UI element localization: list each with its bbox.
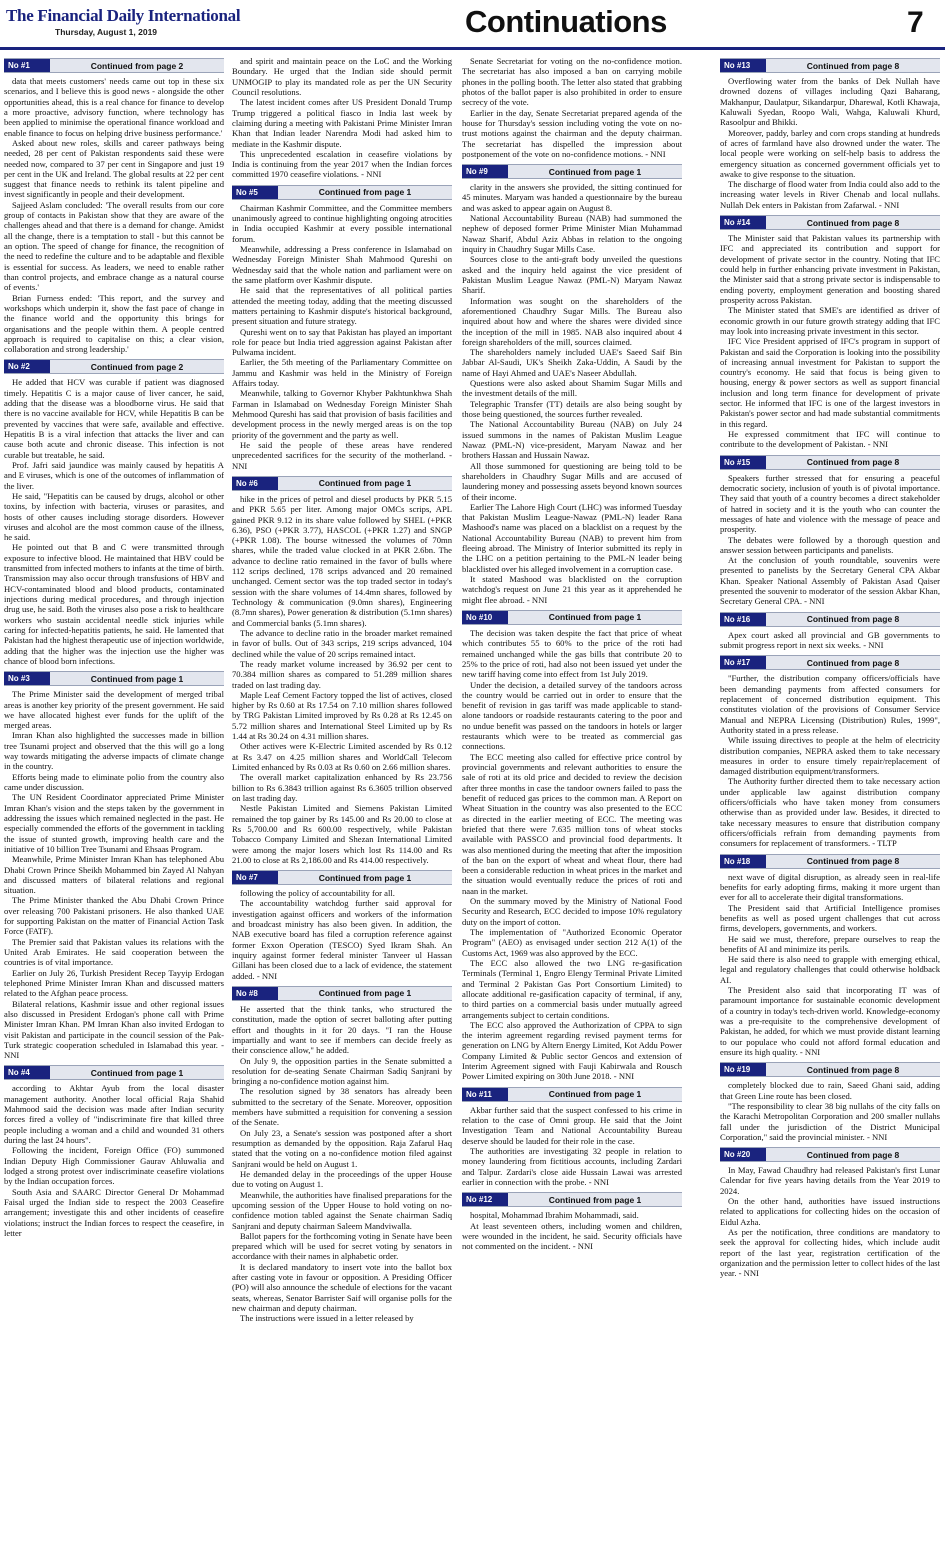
paragraph: The National Accountability Bureau (NAB) on July 24 issued summons in the names of Pakistan Muslim League Nawaz (PML-N) vice-president, Maryam Nawaz and her brothers Hassan and Hussain Nawaz. (462, 419, 682, 461)
paragraph: next wave of digital disruption, as already seen in real-life benefits for early adopting firms, making it more urgent than ever for all to accelerate their digital transformations. (720, 871, 940, 903)
paragraph: On the other hand, authorities have issued instructions related to applications for collecting hides on the occasion of Eidul Azha. (720, 1196, 940, 1227)
paragraph: Senate Secretariat for voting on the no-confidence motion. The secretariat has also imposed a ban on carrying mobile phones in the polling booth. The letter also stated that grabbing photos of the ballot paper is also prohibited in order to ensure secrecy of the vote. (462, 56, 682, 108)
paragraph: The Premier said that Pakistan values its relations with the United Arab Emirates. He said cooperation between the countries is of vital importance. (4, 936, 224, 968)
paragraph: Questions were also asked about Shamim Sugar Mills and the investment details of the mill. (462, 378, 682, 399)
article-header (720, 1147, 940, 1162)
paragraph: Sajjeed Aslam concluded: 'The overall results from our core group of contacts in Pakistan show that they are aware of the challenges ahead and that there is a demand for change. Amidst all the change, there is a temptation to stall - but this cannot be an option. The speed of change for finance, the recognition of the need to redefine the culture and to be adaptable and flexible is essential for success. As leaders, we need to enable rather than control projects, and embrace change as a natural course of events.' (4, 199, 224, 293)
article-number: No #9 (462, 165, 508, 178)
paragraph: The Authority further directed them to take necessary action under applicable law against distribution company officers/officials who have taken money from consumers otherwise than as provided under law. Besides, it directed to take necessary measures to ensure that distribution company officers/officials refrain from demanding payments from consumers for replacement of transformers. - TLTP (720, 776, 940, 849)
paragraph: The Prime Minister thanked the Abu Dhabi Crown Prince over releasing 700 Pakistani prisoners. He also thanked UAE for supporting Pakistan on the matter of Financial Action Task Force (FATF). (4, 895, 224, 937)
paragraph: Other actives were K-Electric Limited ascended by Rs 0.12 at Rs 3.47 on 4.25 million shares and WorldCall Telecom Limited enhanced by Rs 0.03 at Rs 0.60 on 2.66 million shares. (232, 741, 452, 772)
paragraph: hike in the prices of petrol and diesel products by PKR 5.15 and PKR 5.65 per liter. Among major OMCs scrips, APL gained PKR 9.12 in its share value followed by SHEL (+PKR 6.36), PSO (+PKR 3.77), HASCOL (+PKR 1.27) and SNGP (+PKR 1.08). The bourse witnessed the volumes of 70mn shares, while the traded value clocked in at PKR 2.6bn. The advance to decline ratio remained in the favor of bulls where 112 scrips declined, 178 scrips advanced and 20 remained unchanged. Cement sector was the top traded sector in today's session with the share volumes of 14.4mn shares, followed by Technology & communication (9.0mn shares), Engineering (8.7mn shares), Power generation & distribution (5.1mn shares) and Commercial banks (5.1mn shares). (232, 493, 452, 628)
paragraph: clarity in the answers she provided, the sitting continued for 45 minutes. Maryam was handed a questionnaire by the bureau and was asked to appear again on August 8. (462, 182, 682, 213)
article (720, 455, 940, 607)
paragraph: Speakers further stressed that for ensuring a peaceful democratic society, inclusion of youth is of pivotal importance. They said that youth of a country becomes a direct stakeholder of hatred in society and it is the youth who can counter the messages of hate and violence with the message of peace and prosperity. (720, 472, 940, 535)
paragraph: Information was sought on the shareholders of the aforementioned Chaudhry Sugar Mills. The Bureau also inquired about how and where the shares were divided since the inception of the mill in 1985. NAB also inquired about 4 foreign shareholders of the mill, sources claimed. (462, 295, 682, 347)
paragraph: This unprecedented escalation in ceasefire violations by India is continuing from the year 2017 when the Indian forces committed 1970 ceasefire violations. - NNI (232, 148, 452, 180)
paragraph: The President also said that incorporating IT was of paramount importance for sustainable economic development of a country in today's tech-driven world. Knowledge-economy was a pre-requisite to the comprehensive development of Pakistan, he added, for which we must provide distant learning to our populace who could not afford formal education and ensure its high quality. - NNI (720, 985, 940, 1057)
article-header (462, 1192, 682, 1207)
article-header (232, 870, 452, 885)
article-header (462, 164, 682, 179)
paragraph: The ready market volume increased by 36.92 per cent to 70.384 million shares as compared to 51.289 million shares traded on last trading day. (232, 658, 452, 690)
paragraph: Under the decision, a detailed survey of the tandoors across the country would be carried out in order to ensure that the benefit of revision in gas tariff was made applicable to stand-alone tandoors or roadside restaurants catering to the poor and no undue benefit was passed on the tandoors in hotels or larger restaurants which were to be treated as commercial gas connections. (462, 679, 682, 752)
paragraph: All those summoned for questioning are being told to be shareholders in Chaudhry Sugar Mills and are accused of laundering money and possessing assets beyond known sources of their income. (462, 460, 682, 502)
article-number: No #12 (462, 1193, 508, 1206)
continued-from: Continued from page 1 (90, 673, 184, 684)
paragraph: He added that HCV was curable if patient was diagnosed timely. Hepatitis C is a major cause of liver cancer, he said, adding that the disease was a bloodborne virus. He said that there is no vaccine available for HCV, while Hepatitis B can be prevented by vaccines that were safe, available and effective. Hepatitis B is a viral infection that attacks the liver and can cause both acute and chronic disease. This infection is not curable but treatable, he said. (4, 377, 224, 460)
article-header (4, 359, 224, 374)
paragraph: hospital, Mohammad Ibrahim Mohammadi, said. (470, 1210, 639, 1221)
continued-from: Continued from page 8 (806, 457, 900, 468)
continued-from: Continued from page 8 (806, 614, 900, 625)
article (720, 58, 940, 210)
paragraph: The accountability watchdog further said approval for investigation against officers and workers of the information and broadcast ministry has also been given. In addition, the NAB executive board has filed a corruption reference against former Exxon Operation (TESCO) Syed Ikram Shah. An inquiry against former federal minister Tanveer ul Hassan Gillani has been closed due to a lack of evidence, the statement added. - NNI (232, 898, 452, 981)
paragraph: and spirit and maintain peace on the LoC and the Working Boundary. He urged that the Indian side should permit UNMOGIP to play its mandated role as per the UN Security Council resolutions. (232, 56, 452, 97)
article-number: No #10 (462, 611, 508, 624)
article (4, 671, 224, 1060)
paragraph: IFC Vice President apprised of IFC's program in support of Pakistan and said the Corporation is looking into the possibility of increasing annual investment for Pakistan to support the country's economy. He said that focus is being given to housing, energy & power sectors as well as support financial inclusion and long term finance for development of private sector. He informed that IFC is one of the largest investors in Pakistan's power sector and had made substantial commitments in this regard. (720, 336, 940, 429)
article-number: No #17 (720, 656, 766, 669)
paragraph: National Accountability Bureau (NAB) had summoned the nephew of deposed former Prime Minister Mian Muhammad Nawaz Sharif, Abdul Aziz Abbas in relation to the ongoing inquiry in Chaudhry Sugar Mills Case. (462, 213, 682, 254)
paragraph: The authorities are investigating 32 people in relation to money laundering from fictitious accounts, including Zardari and Talpur. Zardari's close aide Hussain Lawai was arrested earlier in connection with the probe. - NNI (462, 1145, 682, 1187)
article (462, 164, 682, 605)
column-1 (4, 56, 224, 1564)
paragraph: Chairman Kashmir Committee, and the Committee members unanimously agreed to continue highlighting ongoing atrocities in India occupied Kashmir at every possible international forum. (232, 202, 452, 244)
continued-from: Continued from page 1 (548, 612, 642, 623)
paragraph: The latest incident comes after US President Donald Trump Trump triggered a political fiasco in India last week by claiming during a meeting with Pakistani Prime Minister Imran Khan that Indian leader Narendra Modi had asked him to mediate in the Kashmir dispute. (232, 97, 452, 149)
article (4, 58, 224, 354)
paragraph: The Minister said that Pakistan values its partnership with IFC and appreciated its contribution and support for development of private sector in the country. Noting that IFC could help in further enhancing private investment in Pakistan, the Minister said that a strong private sector is indispensable to ending poverty, employment generation and boosting shared prosperity across Pakistan. (720, 233, 940, 305)
article (720, 215, 940, 450)
paragraph: On the summary moved by the Ministry of National Food Security and Research, ECC decided to impose 10% regulatory duty on the import of cotton. (462, 896, 682, 927)
paragraph: Nestle Pakistan Limited and Siemens Pakistan Limited remained the top gainer by Rs 145.00 and Rs 20.00 to close at Rs 5,700.00 and Rs 600.00 respectively, while Pakistan Tobacco Company Limited and Shezan International Limited were among the major losers which lost Rs 114.00 and Rs 21.00 to close at Rs 2,186.00 and Rs 414.00 respectively. (232, 803, 452, 865)
article-number: No #14 (720, 216, 766, 229)
paragraph: Earlier in the day, Senate Secretariat prepared agenda of the house for Thursday's session including voting the vote on no-trust motions against the chairman and the deputy chairman. The secretariat has dispelled the impression about postponement of the vote on no-confidence motions. - NNI (462, 107, 682, 159)
article (462, 1192, 682, 1251)
paragraph: "Further, the distribution company officers/officials have been demanding payments from affected consumers for replacement of concerned distribution equipment. This constitutes violation of the provisions of Consumer Service Manual and NEPRA Licensing (Distribution) Rules, 1999", Authority stated in a press release. (720, 673, 940, 735)
paragraph: "The responsibility to clear 38 big nullahs of the city falls on the Karachi Metropolitan Corporation and 200 smaller nullahs fall under the jurisdiction of the District Municipal Corporation," said the provincial minister. - NNI (720, 1100, 940, 1142)
paragraph: The Minister stated that SME's are identified as driver of economic growth in our future growth strategy adding that IFC may look into increasing private investment in this sector. (720, 305, 940, 336)
article-header (4, 58, 224, 73)
continued-from: Continued from page 1 (318, 478, 412, 489)
paragraph: Efforts being made to eliminate polio from the country also came under discussion. (4, 771, 224, 792)
article-number: No #7 (232, 871, 278, 884)
paragraph: Bilateral relations, Kashmir issue and other regional issues also discussed in President Erdogan's phone call with Prime Minister Imran Khan. PM Imran Khan also invited Erdogan to visit Pakistan and participate in the council session of the Pak-Turk strategic cooperation scheduled in Islamabad this year. - NNI (4, 998, 224, 1061)
article-number: No #13 (720, 59, 766, 72)
paragraph: He expressed commitment that IFC will continue to contribute to the development of Pakistan. - NNI (720, 429, 940, 450)
article-number: No #20 (720, 1148, 766, 1161)
page-number: 7 (907, 6, 924, 39)
continued-from: Continued from page 1 (548, 1089, 642, 1100)
paragraph: At least seventeen others, including women and children, were wounded in the incident, he said. Security officials have not commented on the incident. - NNI (462, 1220, 682, 1252)
paragraph: Meanwhile, Prime Minister Imran Khan has telephoned Abu Dhabi Crown Prince Sheikh Mohammed bin Zayed Al Nahyan and discussed matters of bilateral relations and regional situation. (4, 854, 224, 896)
paragraph: He said, "Hepatitis can be caused by drugs, alcohol or other toxins, by infection with bacteria, viruses or parasites, and hosts of other causes including storage disorders. However viruses and alcohol are the most common cause of the illness, he said. (4, 490, 224, 543)
article-number: No #4 (4, 1066, 50, 1079)
paragraph: Telegraphic Transfer (TT) details are also being sought by those being questioned, the sources further revealed. (462, 398, 682, 419)
paragraph: completely blocked due to rain, Saeed Ghani said, adding that Green Line route has been closed. (720, 1080, 940, 1101)
paragraph: At the conclusion of youth roundtable, souvenirs were presented to panelists by the Secretary General CPA Akbar Khan. Speaker National Assembly of Pakistan Asad Qaiser presented the souvenir to moderator of the session Akbar Khan, Secretary General CPA. - NNI (720, 555, 940, 607)
article-header (720, 655, 940, 670)
continued-from: Continued from page 2 (90, 361, 184, 372)
paragraph: Sources close to the anti-graft body unveiled the questions asked and the inquiry held against the vice president of Pakistan Muslim League Nawaz (PML-N) Maryam Nawaz Sharif. (462, 254, 682, 296)
paragraph: On July 9, the opposition parties in the Senate submitted a resolution for de-seating Senate Chairman Sadiq Sanjrani by bringing a no-confidence motion against him. (232, 1055, 452, 1087)
article-number: No #1 (4, 59, 50, 72)
column-2 (232, 56, 452, 1564)
continued-from: Continued from page 8 (806, 657, 900, 668)
paragraph: The ECC also allowed the two LNG re-gasification Terminals (Terminal 1, Engro Elengy Terminal Private Limited and Terminal 2 Pakistan Gas Port Consortium Limited) to allocate additional re-gasification capacity of terminal, if any, to third parties on a commercial basis under mutually agreed arrangements subject to certain conditions. (462, 957, 682, 1020)
paragraph: South Asia and SAARC Director General Dr Mohammad Faisal urged the Indian side to respect the 2003 Ceasefire arrangement; investigate this and other incidents of ceasefire violations; instruct the Indian forces to respect the ceasefire, in letter (4, 1186, 224, 1238)
paragraph: The overall market capitalization enhanced by Rs 23.756 billion to Rs 6.3843 trillion against Rs 6.3605 trillion observed on last trading day. (232, 772, 452, 803)
paragraph: The discharge of flood water from India could also add to the increasing water levels in River Chenab and local nullahs. Nullah Dek enters in Pakistan from Zafarwal. - NNI (720, 179, 940, 210)
continued-from: Continued from page 1 (90, 1067, 184, 1078)
article (232, 56, 452, 180)
article-header (720, 854, 940, 869)
paragraph: The advance to decline ratio in the broader market remained in favor of bulls. Out of 343 scrips, 219 scrips advanced, 104 declined while the value of 20 scrips remained intact. (232, 627, 452, 659)
newspaper-name: The Financial Daily International (6, 6, 241, 25)
section-title: Continuations (465, 4, 667, 39)
article-number: No #6 (232, 477, 278, 490)
article (720, 1062, 940, 1142)
article-header (720, 58, 940, 73)
article (720, 655, 940, 848)
article-header (720, 215, 940, 230)
paragraph: Overflowing water from the banks of Dek Nullah have drowned dozens of villages including Qazi Baharang, Makhanpur, Daulatpur, Sikandarpur, Dharewal, Kotli Khawaja, Kaluwali Syedan, Roopo Wali, Wahga, Kaluwali Khurd, Rasoolpur and Bhikki. (720, 76, 940, 128)
paragraph: Brian Furness ended: 'This report, and the survey and workshops which underpin it, show the fast pace of change in the finance world and the opportunity this brings for organisations and the people within them. A people centred approach is required to capitalise on this; a clear vision, collaboration and strong leadership.' (4, 292, 224, 355)
article (720, 1147, 940, 1278)
paragraph: He demanded delay in the proceedings of the upper House due to voting on August 1. (232, 1168, 452, 1190)
article (462, 1087, 682, 1188)
continued-from: Continued from page 1 (548, 166, 642, 177)
article-header (720, 455, 940, 470)
issue-date: Thursday, August 1, 2019 (55, 27, 158, 37)
continued-from: Continued from page 8 (806, 60, 900, 71)
masthead-rule (0, 47, 945, 50)
paragraph: The instructions were issued in a letter released by (240, 1313, 414, 1324)
article-number: No #19 (720, 1063, 766, 1076)
paragraph: He said that the representatives of all political parties attended the meeting today, adding that the meeting discussed matters pertaining to Kashmir dispute's historical background, present situation and future strategy. (232, 285, 452, 327)
article (4, 1065, 224, 1238)
paragraph: Prof. Jafri said jaundice was mainly caused by hepatitis A and E viruses, which is one of the outcomes of inflammation of the liver. (4, 459, 224, 491)
article-number: No #18 (720, 855, 766, 868)
article (462, 610, 682, 1082)
paragraph: Asked about new roles, skills and career pathways being needed, 28 per cent of Pakistan respondents said these were needed now, compared to 37 per cent in Singapore and just 19 per cent in the UK and Ireland. The global results at 22 per cent suggest that finance needs to rethink its talent pipeline and invest significantly in people and their development. (4, 137, 224, 200)
article (4, 359, 224, 666)
paragraph: While issuing directives to people at the helm of electricity distribution companies, NEPRA asked them to take necessary measures in order to ensure timely repair/replacement of damaged distribution equipment/transformers. (720, 735, 940, 777)
paragraph: He pointed out that B and C were transmitted through exposure to infective blood. He maintained that HBV could be transmitted from infected mothers to infants at the time of birth. Transmission may also occur through transfusions of HBV and HCV-contaminated blood and blood products, contaminated injections during medical procedures, and through injection drug use, he said. Both the viruses also pose a risk to healthcare workers who sustain accidental needle stick injuries while caring for infected-hepatitis patients, he said. He lamented that Pakistan had the highest therapeutic use of injection worldwide, adding that the higher was the injection use the higher was chance of blood born infections. (4, 542, 224, 666)
column-4 (720, 56, 940, 1564)
paragraph: The UN Resident Coordinator appreciated Prime Minister Imran Khan's vision and the steps taken by the government in addressing the issues which remained neglected in the past. He especially commended the efforts of the government in tackling the issue of stunted growth, improving health care and the initiative of 10 billion Tree Tsunami and Ehsaas Program. (4, 792, 224, 854)
article-number: No #2 (4, 360, 50, 373)
paragraph: He said the people of these areas have rendered unprecedented sacrifices for the security of the motherland. - NNI (232, 439, 452, 471)
continued-from: Continued from page 1 (548, 1194, 642, 1205)
paragraph: The shareholders namely included UAE's Saeed Saif Bin Jabbar Al-Saudi, UK's Sheikh Zaka-Uddin, A Saudi by the name of Hayi Ahmed and UAE's Naseer Abdullah. (462, 347, 682, 378)
paragraph: Ballot papers for the forthcoming voting in Senate have been prepared which will be used for secret voting by senators in accordance with their names in alphabetic order. (232, 1230, 452, 1262)
article-number: No #3 (4, 672, 50, 685)
article-header (462, 610, 682, 625)
continued-from: Continued from page 8 (806, 856, 900, 867)
article-header (4, 1065, 224, 1080)
paragraph: As per the notification, three conditions are mandatory to seek the approval for collecting hides, which include audit report of the last year, registration certification of the organization and the permission letter to collect hides of the last year. - NNI (720, 1227, 940, 1279)
continued-from: Continued from page 8 (806, 1064, 900, 1075)
article-number: No #8 (232, 987, 278, 1000)
continued-from: Continued from page 2 (90, 60, 184, 71)
paragraph: according to Akhtar Ayub from the local disaster management authority. Another local official Raja Shahid Mahmood said the decision was made after Indian security forces fired a volley of "indiscriminate fire that killed three people including a woman and a child and wounded 31 others during the last 24 hours". (4, 1083, 224, 1145)
paragraph: Moreover, paddy, barley and corn crops standing at hundreds of acres of farmland have also drowned under the water. The local people were working on self-help basis to address the emergency situation as concerned government officials yet to awake to give response to the situation. (720, 127, 940, 179)
article (232, 870, 452, 981)
article-header (232, 476, 452, 491)
paragraph: The President said that Artificial Intelligence promises benefits as well as posed urgent challenges that cut across firms, developers, governments, and workers. (720, 902, 940, 934)
article (232, 476, 452, 865)
continued-from: Continued from page 1 (318, 187, 412, 198)
paragraph: The debates were followed by a thorough question and answer session between participants and panelists. (720, 534, 940, 555)
article-header (462, 1087, 682, 1102)
paragraph: Meanwhile, addressing a Press conference in Islamabad on Wednesday Foreign Minister Shah Mahmood Qureshi on Wednesday said that the whole nation and parliament were on the same platform over Kashmir dispute. (232, 244, 452, 285)
masthead (0, 0, 945, 50)
article-number: No #15 (720, 456, 766, 469)
paragraph: The resolution signed by 38 senators has already been submitted to the secretary of the Senate. Moreover, opposition members have submitted a requisition for convening a session of the Senate. (232, 1086, 452, 1128)
paragraph: Apex court asked all provincial and GB governments to submit progress report in next six weeks. - NNI (720, 629, 940, 650)
continued-from: Continued from page 8 (806, 1149, 900, 1160)
paragraph: The ECC also approved the Authorization of CPPA to sign the interim agreement regarding revised payment terms for generation on LNG by Altern Energy Limited, Kot Addu Power Company Limited & Public sector Gencos and extension of Interim Agreement signed with Fauji Kabirwala and Rousch Power Limited expiring on 30th June 2018. - NNI (462, 1019, 682, 1082)
paragraph: He asserted that the think tanks, who structured the constitution, made the option of secret balloting after putting effort and thoughts in it for 20 days. "I ran the House impartially and want to see if members can decide freely as their conscience allow," he added. (232, 1003, 452, 1056)
paragraph: Earlier, the 5th meeting of the Parliamentary Committee on Jammu and Kashmir was held in the Ministry of Foreign Affairs today. (232, 357, 452, 389)
paragraph: He said we must, therefore, prepare ourselves to reap the benefits of AI and minimize its perils. (720, 933, 940, 954)
article (232, 986, 452, 1324)
paragraph: On July 23, a Senate's session was postponed after a short resumption as demanded by the opposition. Raja Zafarul Haq stated that the voting on a no-confidence motion filed against Sanjrani would be held on August 1. (232, 1127, 452, 1169)
column-3 (462, 56, 682, 1564)
article (462, 56, 682, 159)
article (232, 185, 452, 471)
paragraph: Earlier The Lahore High Court (LHC) was informed Tuesday that Pakistan Muslim League-Nawaz (PML-N) leader Rana Mashood's name was placed on a blacklist on a request by the National Accountability Bureau (NAB) to prevent him from fleeing abroad. The Ministry of Interior submitted its reply in the LHC on a petition pertaining to the PML-N leader being blacklisted over his alleged involvement in a corruption case. (462, 501, 682, 574)
paragraph: He said there is also need to grapple with emerging ethical, legal and regulatory challenges that could otherwise holdback AI. (720, 954, 940, 985)
paragraph: The Prime Minister said the development of merged tribal areas is another key priority of the present government. He said we have allocated highest ever funds for the uplift of the merged areas. (4, 689, 224, 731)
paragraph: Maple Leaf Cement Factory topped the list of actives, closed higher by Rs 0.60 at Rs 17.54 on 7.10 million shares followed by TRG Pakistan Limited improved by Rs 0.28 at Rs 12.45 on 5.72 million shares and International Steel Limited up by Rs 1.44 at Rs 30.24 on 4.31 million shares. (232, 689, 452, 742)
article-header (4, 671, 224, 686)
article-header (232, 986, 452, 1001)
paragraph: Following the incident, Foreign Office (FO) summoned Indian Deputy High Commissioner Gaurav Ahluwalia and lodged a strong protest over indiscriminate ceasefire violations by the Indian occupation forces. (4, 1145, 224, 1187)
article-header (720, 612, 940, 627)
paragraph: Imran Khan also highlighted the successes made in billion tree Tsunami project and observed that the this will go a long way towards mitigating the adverse impacts of climate change in the country. (4, 730, 224, 772)
article (720, 612, 940, 651)
paragraph: It is declared mandatory to insert vote into the ballot box after casting vote in favour or opposition. A Presiding Officer (PO) will also announce the schedule of elections for the vacant seats, whereas, Senator Barrister Saif will organise polls for the new chairman and deputy chairman. (232, 1261, 452, 1313)
paragraph: Earlier on July 26, Turkish President Recep Tayyip Erdogan telephoned Prime Minister Imran Khan and discussed matters related to the Afghan peace process. (4, 967, 224, 999)
article-number: No #5 (232, 186, 278, 199)
article (720, 854, 940, 1058)
continued-from: Continued from page 1 (318, 872, 412, 883)
continued-from: Continued from page 8 (806, 217, 900, 228)
paragraph: Qureshi went on to say that Pakistan has played an important role for peace but India tried aggression against Pakistan after Pulwama incident. (232, 326, 452, 358)
article-header (232, 185, 452, 200)
paragraph: The decision was taken despite the fact that price of wheat which contributes 55 to 60% to the price of the roti had remained unchanged while the gas bills that contribute 20 to 25% to the price of roti, had also not been issued yet under the new tariff having come into effect from 1st July 2019. (462, 627, 682, 680)
article-number: No #11 (462, 1088, 508, 1101)
paragraph: data that meets customers' needs came out top in these six scenarios, and I believe this is good news - alongside the other opportunities ahead, this is a real chance for finance to develop a more proactive, advisory function, where technology has been applied to minimise the operational finance workload and enable finance to focus on helping drive business performance.' (4, 76, 224, 138)
article-header (720, 1062, 940, 1077)
paragraph: Meanwhile, talking to Governor Khyber Pakhtunkhwa Shah Farman in Islamabad on Wednesday Foreign Minister Shah Mehmood Qureshi has said that provision of basis facilities and development process in the newly merged areas is on the top priority of the government and the party as well. (232, 388, 452, 440)
article-number: No #16 (720, 613, 766, 626)
paragraph: The ECC meeting also called for effective price control by provincial governments and relevant authorities to ensure the sale of roti at its old price and decided to review the decision after three months in case the tandoor owners failed to pass the benefit of reduced gas prices to the common man. A Report on Wheat Situation in the country was also presented to the ECC as directed in the earlier meeting of ECC. The meeting was briefed that there were 7.635 million tons of wheat stocks available with PASSCO and provincial food departments. It was also mentioned during the meeting that after the imposition of the ban on the export of wheat and wheat flour, there had been a considerable reduction in wheat prices in the market and the situation would eventually reduce the prices of roti and naan in the market. (462, 751, 682, 896)
paragraph: It stated Mashood was blacklisted on the corruption watchdog's request on June 21 this year as it apprehended he might flee abroad. - NNI (462, 574, 682, 605)
paragraph: following the policy of accountability for all. (240, 888, 395, 899)
continued-from: Continued from page 1 (318, 988, 412, 999)
paragraph: The implementation of "Authorized Economic Operator Program" (AEO) as envisaged under section 212 A(1) of the Customs Act, 1969 was also approved by the ECC. (462, 927, 682, 958)
paragraph: In May, Fawad Chaudhry had released Pakistan's first Lunar Calendar for five years having details from the Year 2019 to 2024. (720, 1165, 940, 1196)
paragraph: Meanwhile, the authorities have finalised preparations for the upcoming session of the Upper House to hold voting on no-confidence motion tabled against the Senate chairman Sadiq Sanjrani and deputy chairman Saleem Mandviwalla. (232, 1189, 452, 1231)
paragraph: Akbar further said that the suspect confessed to his crime in relation to the case of Omni group. He said that the Joint Investigation Team and National Accountability Bureau deserve should be lauded for their role in the case. (462, 1104, 682, 1146)
